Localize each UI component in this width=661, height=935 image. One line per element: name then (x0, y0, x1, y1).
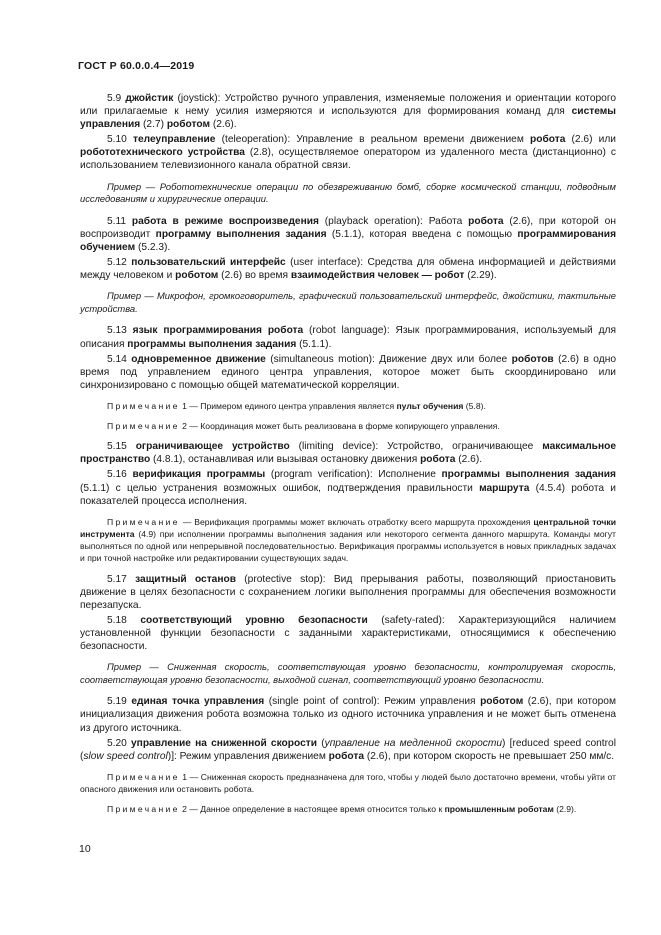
text-run: 2 — Данное определение в настоящее время относится только к (179, 804, 445, 815)
note-paragraph (80, 420, 616, 432)
text-run: (2.6), при которой он воспроизводит (80, 215, 616, 240)
bold-term: робота (468, 215, 504, 227)
text-run: (teleoperation): Управление в реальном времени движением (215, 134, 530, 146)
bold-term: программу выполнения задания (155, 228, 327, 240)
text-run: ( (317, 737, 325, 749)
text-run: 5.17 (107, 573, 136, 585)
bold-term: промышленным роботам (444, 804, 554, 815)
text-run: Пример — Микрофон, громкоговоритель, графический пользовательский интерфейс, джойстики, тактильные устройства. (80, 290, 616, 314)
text-run: (5.1.1). (296, 338, 332, 350)
note-paragraph (80, 516, 616, 565)
text-run: 1 — Сниженная скорость предназначена для того, чтобы у людей было достаточно времени, чтобы уйти от опасного движения или остановить робота. (80, 771, 616, 794)
note-label: Примечание (107, 421, 180, 432)
text-run: )]: Режим управления движением (167, 750, 329, 762)
text-run: 5.11 (107, 215, 132, 227)
bold-term: робота (530, 134, 566, 146)
example-paragraph (80, 181, 616, 206)
term-definition (80, 353, 616, 392)
text-run: 5.10 (107, 134, 133, 146)
bold-term: робота (328, 750, 365, 762)
term-definition (80, 92, 616, 131)
bold-term: максимальное пространство (80, 441, 616, 466)
term-definition (80, 614, 616, 653)
bold-term: одновременное движение (131, 353, 266, 365)
text-run: (5.1.1), которая введена с помощью (326, 228, 518, 240)
bold-term: программирования обучением (80, 228, 617, 253)
text-run: ) [reduced speed control ( (80, 737, 616, 762)
bold-term: программы выполнения задания (441, 469, 616, 481)
text-run: (2.6). (455, 454, 483, 466)
text-run: (simultaneous motion): Движение двух или более (265, 353, 512, 365)
term-definition (80, 468, 616, 507)
bold-term: язык программирования робота (132, 325, 304, 337)
text-run: (user interface): Средства для обмена информацией и действиями между человеком и (80, 257, 616, 282)
bold-term: центральной точки инструмента (80, 516, 616, 539)
bold-term: робота (420, 454, 456, 466)
text-run: 5.14 (107, 353, 132, 365)
page-header: ГОСТ Р 60.0.0.4—2019 (78, 60, 195, 72)
bold-term: роботом (175, 270, 219, 282)
bold-term: защитный останов (135, 573, 236, 585)
term-definition (80, 256, 616, 282)
note-label: Примечание (107, 516, 180, 527)
bold-term: соответствующий уровню безопасности (140, 614, 368, 626)
bold-term: программы выполнения задания (127, 338, 297, 350)
note-label: Примечание (107, 804, 180, 815)
text-run: (2.6) во время (218, 270, 291, 282)
bold-term: системы управления (80, 106, 616, 131)
text-run: (5.8). (463, 400, 486, 411)
text-run: (2.6), при котором инициализация движения робота возможна только из одного источника управления и не может быть отменена из другого источника. (80, 696, 616, 734)
italic-term: slow speed control (83, 750, 168, 762)
bold-term: роботом (480, 696, 524, 708)
text-run: (joystick): Устройство ручного управления, изменяемые положения и ориентации которого или прилагаемые к нему усилия измеряются и используются для формирования команд для (80, 93, 616, 118)
italic-term: управление на медленной скорости (324, 737, 503, 749)
bold-term: верификация программы (132, 469, 266, 481)
term-definition (80, 573, 616, 612)
text-run: (4.8.1), останавливая или вызывая остановку движения (150, 454, 421, 466)
text-run: Пример — Сниженная скорость, соответствующая уровню безопасности, контролируемая скорость, соответствующая уровню безопасности, выходной сигнал, соответствующий уровню безопасности. (80, 661, 616, 685)
text-run: 5.18 (107, 614, 141, 626)
text-run: Пример — Робототехнические операции по обезвреживанию бомб, сборке космической станции, подводным исследованиям и хирургические операции. (80, 180, 616, 205)
bold-term: взаимодействия человек — робот (290, 270, 465, 282)
text-run: (limiting device): Устройство, ограничивающее (289, 441, 543, 453)
example-paragraph (80, 290, 616, 315)
bold-term: джойстик (125, 93, 174, 104)
document-body (80, 92, 616, 823)
note-label: Примечание (107, 400, 180, 411)
note-paragraph (80, 803, 616, 815)
term-definition (80, 440, 616, 466)
bold-term: пульт обучения (396, 400, 464, 411)
term-definition (80, 695, 616, 734)
bold-term: робототехнического устройства (80, 147, 245, 159)
text-run: (playback operation): Работа (318, 215, 469, 227)
bold-term: управление на сниженной скорости (131, 737, 318, 749)
bold-term: роботов (511, 353, 554, 365)
bold-term: роботом (166, 119, 210, 131)
text-run: (5.2.3). (135, 241, 171, 253)
bold-term: телеуправление (133, 134, 216, 146)
note-label: Примечание (107, 771, 180, 782)
text-run: 2 — Координация может быть реализована в форме копирующего управления. (179, 421, 500, 432)
text-run: (4.9) при исполнении программы выполнения задания или некоторого сегмента данного маршрута. Команды могут выполняться по одной или непрерывной последовательностью. Верификация программы используется в новых прикладных задачах и при точной настройке или редактировании существующих задач. (80, 528, 616, 564)
text-run: (2.6) или (565, 134, 616, 146)
text-run: (2.6) в одно время под управлением единого центра управления, которое может быть скоординировано или синхронизировано с помощью общей математической корреляции. (80, 353, 616, 391)
text-run: (single point of control): Режим управления (264, 696, 481, 708)
page-number: 10 (79, 843, 91, 855)
text-run: (4.5.4) робота и показателей процесса исполнения. (80, 482, 617, 507)
example-paragraph (80, 661, 616, 686)
text-run: (2.6). (210, 119, 237, 131)
term-definition (80, 215, 616, 254)
text-run: (2.9). (553, 804, 577, 815)
text-run: (protective stop): Вид прерывания работы, позволяющий приостановить движение в целях безопасности с сохранением логики выполнения программы для обеспечения возможности перезапуска. (80, 573, 616, 611)
text-run: (2.7) (140, 119, 167, 131)
text-run: (robot language): Язык программирования, используемый для описания (80, 325, 616, 350)
text-run: — Верификация программы может включать отработку всего маршрута прохождения (179, 516, 534, 527)
bold-term: маршрута (479, 482, 530, 494)
bold-term: ограничивающее устройство (135, 441, 290, 453)
text-run: (safety-rated): Характеризующийся наличием установленной функции безопасности с заданными характеристиками, относящимися к обеспечению безопасности. (80, 614, 616, 653)
text-run: 5.16 (107, 469, 133, 481)
text-run: 5.20 (107, 737, 132, 749)
bold-term: работа в режиме воспроизведения (131, 215, 319, 227)
text-run: 1 — Примером единого центра управления является (179, 400, 397, 411)
text-run: (2.29). (464, 270, 497, 282)
term-definition (80, 324, 616, 350)
note-paragraph (80, 400, 616, 412)
text-run: (5.1.1) с целью устранения возможных ошибок, подтверждения правильности (80, 482, 480, 494)
note-paragraph (80, 771, 616, 795)
text-run: 5.19 (107, 696, 132, 708)
text-run: (program verification): Исполнение (265, 469, 442, 481)
text-run: 5.12 (107, 257, 132, 269)
text-run: (2.6), при котором скорость не превышает 250 мм/с. (364, 750, 615, 762)
bold-term: пользовательский интерфейс (131, 257, 286, 269)
text-run: (2.8), осуществляемое оператором из удаленного места (дистанционно) с использованием телевизионного канала обратной связи. (80, 147, 616, 172)
text-run: 5.15 (107, 441, 136, 453)
term-definition (80, 133, 616, 172)
text-run: 5.13 (107, 325, 133, 337)
bold-term: единая точка управления (131, 696, 265, 708)
term-definition (80, 737, 616, 763)
text-run: 5.9 (107, 93, 126, 104)
